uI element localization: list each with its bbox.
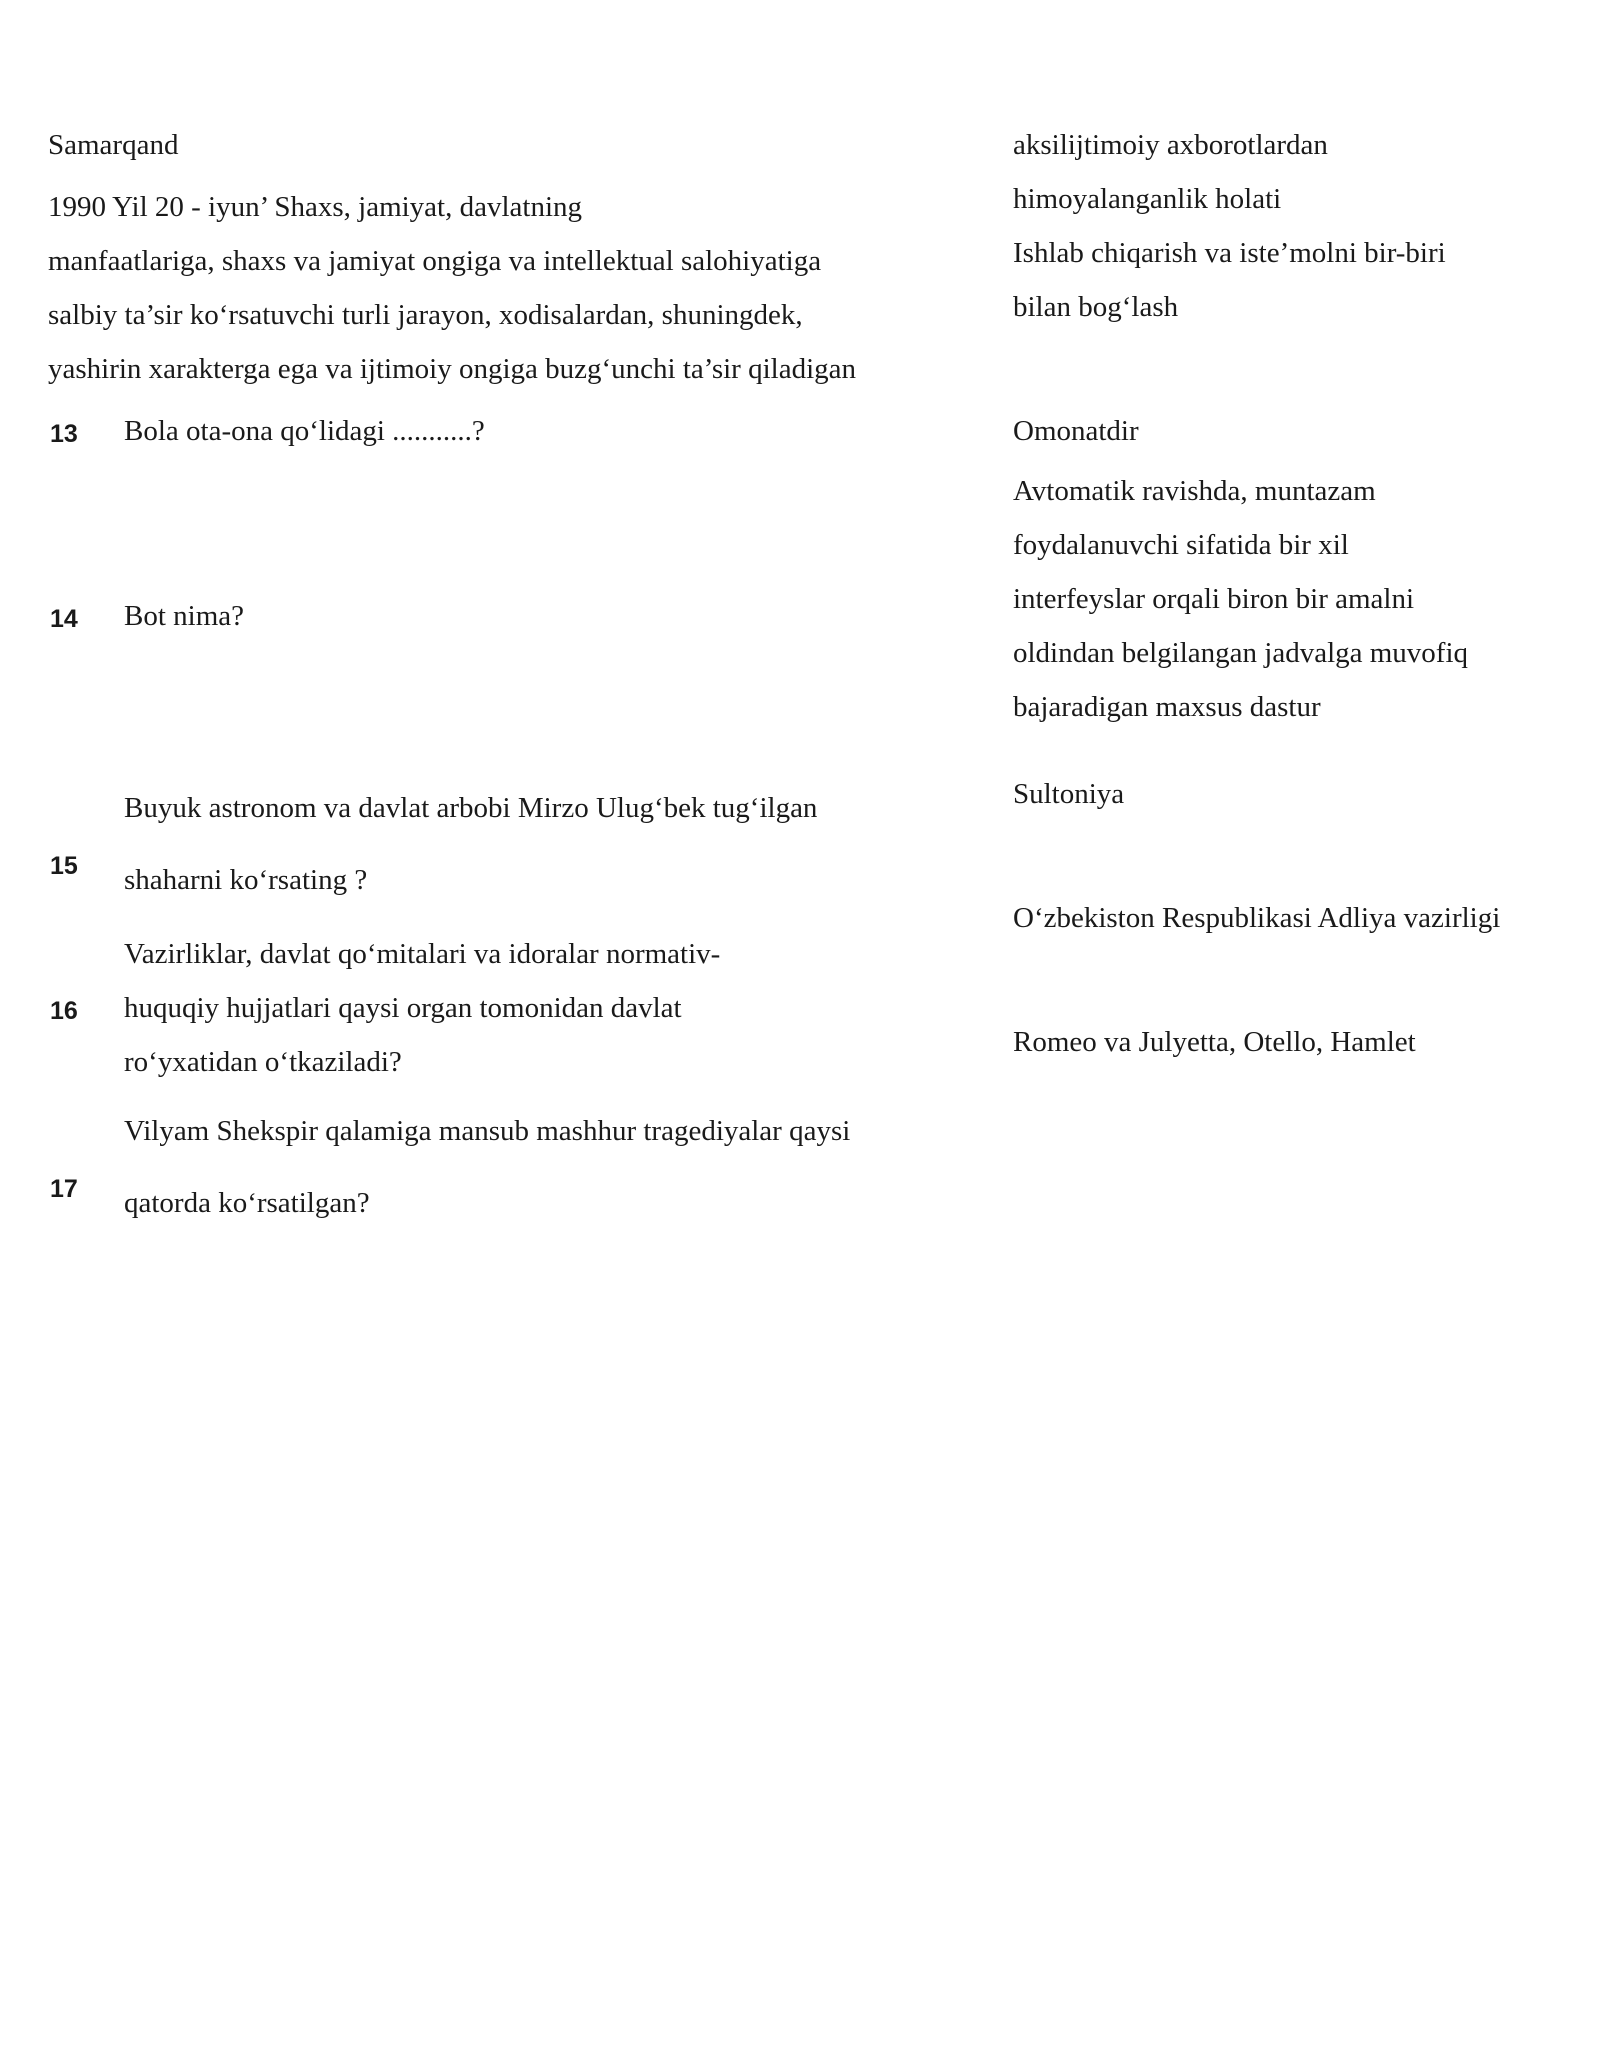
answer-text: Sultoniya: [1013, 778, 1125, 810]
answer-text: Avtomatik ravishda, muntazam: [1013, 475, 1376, 507]
question-text: Buyuk astronom va davlat arbobi Mirzo Ulug‘bek tug‘ilgan: [124, 792, 818, 824]
text-line: bilan bog‘lash: [1013, 291, 1179, 323]
answer-text: interfeyslar orqali biron bir amalni: [1013, 583, 1415, 615]
question-text: Bot nima?: [124, 600, 245, 632]
answer-text: O‘zbekiston Respublikasi Adliya vazirligi: [1013, 902, 1501, 934]
text-line: Samarqand: [48, 129, 179, 161]
question-text: shaharni ko‘rsating ?: [124, 864, 368, 896]
question-text: Bola ota-ona qo‘lidagi ...........?: [124, 415, 485, 447]
question-number: 16: [50, 997, 78, 1025]
answer-text: Omonatdir: [1013, 415, 1139, 447]
question-number: 13: [50, 420, 78, 448]
question-number: 17: [50, 1175, 78, 1203]
text-line: 1990 Yil 20 - iyun’ Shaxs, jamiyat, davlatning: [48, 191, 583, 223]
question-text: ro‘yxatidan o‘tkaziladi?: [124, 1046, 402, 1078]
question-text: huquqiy hujjatlari qaysi organ tomonidan davlat: [124, 992, 682, 1024]
text-line: himoyalanganlik holati: [1013, 183, 1282, 215]
answer-text: oldindan belgilangan jadvalga muvofiq: [1013, 637, 1469, 669]
answer-text: Romeo va Julyetta, Otello, Hamlet: [1013, 1026, 1416, 1058]
question-text: Vilyam Shekspir qalamiga mansub mashhur tragediyalar qaysi: [124, 1115, 851, 1147]
text-line: salbiy ta’sir ko‘rsatuvchi turli jarayon, xodisalardan, shuningdek,: [48, 299, 803, 331]
text-line: aksilijtimoiy axborotlardan: [1013, 129, 1328, 161]
text-line: manfaatlariga, shaxs va jamiyat ongiga va intellektual salohiyatiga: [48, 245, 822, 277]
question-number: 14: [50, 605, 78, 633]
question-text: qatorda ko‘rsatilgan?: [124, 1187, 370, 1219]
text-line: yashirin xarakterga ega va ijtimoiy ongiga buzg‘unchi ta’sir qiladigan: [48, 353, 857, 385]
answer-text: foydalanuvchi sifatida bir xil: [1013, 529, 1349, 561]
question-number: 15: [50, 852, 78, 880]
answer-text: bajaradigan maxsus dastur: [1013, 691, 1321, 723]
text-line: Ishlab chiqarish va iste’molni bir-biri: [1013, 237, 1446, 269]
question-text: Vazirliklar, davlat qo‘mitalari va idoralar normativ-: [124, 938, 721, 970]
